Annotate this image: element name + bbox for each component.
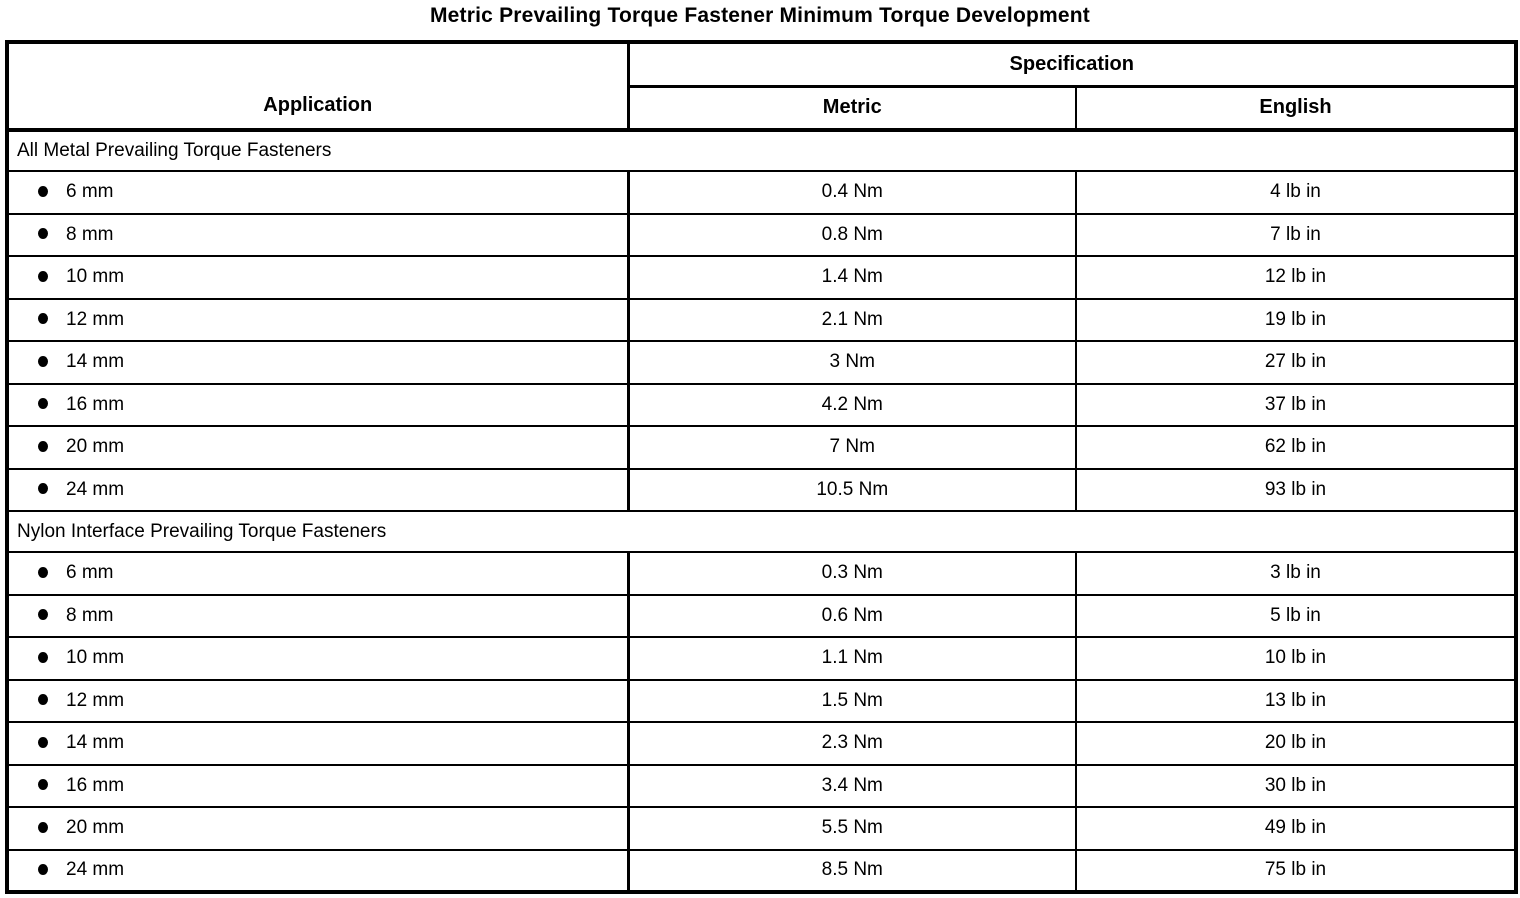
bullet-icon — [38, 186, 48, 197]
table-row — [7, 595, 1516, 638]
metric-value: 5.5 Nm — [628, 807, 1076, 850]
bullet-icon — [38, 652, 48, 663]
fastener-size: 14 mm — [66, 732, 125, 754]
bullet-icon — [38, 864, 48, 875]
bullet-icon — [38, 313, 48, 324]
fastener-size: 24 mm — [66, 478, 125, 500]
application-cell — [7, 469, 628, 512]
metric-value: 0.4 Nm — [628, 171, 1076, 214]
fastener-size: 16 mm — [66, 393, 125, 415]
metric-value: 0.3 Nm — [628, 552, 1076, 595]
bullet-icon — [38, 483, 48, 494]
table-row — [7, 299, 1516, 342]
fastener-size: 20 mm — [66, 817, 125, 839]
metric-value: 0.6 Nm — [628, 595, 1076, 638]
fastener-size: 14 mm — [66, 351, 125, 373]
table-row — [7, 469, 1516, 512]
fastener-size: 16 mm — [66, 774, 125, 796]
metric-value: 7 Nm — [628, 426, 1076, 469]
english-value: 12 lb in — [1076, 256, 1516, 299]
bullet-icon — [38, 228, 48, 239]
application-cell — [7, 850, 628, 893]
metric-value: 4.2 Nm — [628, 384, 1076, 427]
section-header-row-all-metal — [7, 130, 1516, 171]
metric-value: 2.3 Nm — [628, 722, 1076, 765]
table-row — [7, 680, 1516, 723]
fastener-size: 10 mm — [66, 266, 125, 288]
application-cell — [7, 595, 628, 638]
english-value: 7 lb in — [1076, 214, 1516, 257]
table-row — [7, 637, 1516, 680]
fastener-size: 12 mm — [66, 689, 125, 711]
table-row — [7, 384, 1516, 427]
table-row — [7, 722, 1516, 765]
application-cell — [7, 214, 628, 257]
table-row — [7, 765, 1516, 808]
section-label: All Metal Prevailing Torque Fasteners — [7, 130, 1516, 171]
page-title: Metric Prevailing Torque Fastener Minimum Torque Development — [429, 4, 1090, 27]
metric-value: 2.1 Nm — [628, 299, 1076, 342]
application-cell — [7, 807, 628, 850]
application-cell — [7, 256, 628, 299]
metric-value: 10.5 Nm — [628, 469, 1076, 512]
fastener-size: 6 mm — [66, 181, 114, 203]
table-row — [7, 256, 1516, 299]
table-header-row-top — [7, 42, 1516, 86]
english-value: 75 lb in — [1076, 850, 1516, 893]
bullet-icon — [38, 567, 48, 578]
torque-spec-table — [5, 40, 1518, 894]
metric-value: 0.8 Nm — [628, 214, 1076, 257]
application-cell — [7, 384, 628, 427]
english-value: 37 lb in — [1076, 384, 1516, 427]
fastener-size: 10 mm — [66, 647, 125, 669]
english-value: 5 lb in — [1076, 595, 1516, 638]
specification-column-header: Specification — [628, 42, 1516, 86]
bullet-icon — [38, 737, 48, 748]
table-row — [7, 341, 1516, 384]
english-value: 93 lb in — [1076, 469, 1516, 512]
bullet-icon — [38, 822, 48, 833]
bullet-icon — [38, 398, 48, 409]
english-value: 49 lb in — [1076, 807, 1516, 850]
table-row — [7, 807, 1516, 850]
application-cell — [7, 637, 628, 680]
fastener-size: 20 mm — [66, 436, 125, 458]
english-value: 19 lb in — [1076, 299, 1516, 342]
table-row — [7, 171, 1516, 214]
metric-value: 1.5 Nm — [628, 680, 1076, 723]
application-column-header: Application — [7, 42, 628, 130]
metric-value: 3.4 Nm — [628, 765, 1076, 808]
english-value: 4 lb in — [1076, 171, 1516, 214]
metric-value: 3 Nm — [628, 341, 1076, 384]
bullet-icon — [38, 609, 48, 620]
fastener-size: 8 mm — [66, 223, 114, 245]
table-row — [7, 214, 1516, 257]
bullet-icon — [38, 694, 48, 705]
fastener-size: 12 mm — [66, 308, 125, 330]
english-value: 62 lb in — [1076, 426, 1516, 469]
english-value: 10 lb in — [1076, 637, 1516, 680]
english-value: 30 lb in — [1076, 765, 1516, 808]
application-cell — [7, 426, 628, 469]
application-cell — [7, 341, 628, 384]
bullet-icon — [38, 441, 48, 452]
application-cell — [7, 765, 628, 808]
english-column-header: English — [1076, 86, 1516, 130]
metric-value: 1.1 Nm — [628, 637, 1076, 680]
metric-value: 8.5 Nm — [628, 850, 1076, 893]
english-value: 27 lb in — [1076, 341, 1516, 384]
table-row — [7, 552, 1516, 595]
application-cell — [7, 722, 628, 765]
metric-value: 1.4 Nm — [628, 256, 1076, 299]
metric-column-header: Metric — [628, 86, 1076, 130]
bullet-icon — [38, 779, 48, 790]
fastener-size: 24 mm — [66, 859, 125, 881]
section-header-row-nylon — [7, 511, 1516, 552]
application-cell — [7, 552, 628, 595]
table-row — [7, 850, 1516, 893]
english-value: 20 lb in — [1076, 722, 1516, 765]
english-value: 13 lb in — [1076, 680, 1516, 723]
application-cell — [7, 171, 628, 214]
fastener-size: 6 mm — [66, 562, 114, 584]
english-value: 3 lb in — [1076, 552, 1516, 595]
bullet-icon — [38, 271, 48, 282]
application-cell — [7, 680, 628, 723]
application-cell — [7, 299, 628, 342]
bullet-icon — [38, 356, 48, 367]
fastener-size: 8 mm — [66, 604, 114, 626]
table-row — [7, 426, 1516, 469]
section-label: Nylon Interface Prevailing Torque Fasteners — [7, 511, 1516, 552]
